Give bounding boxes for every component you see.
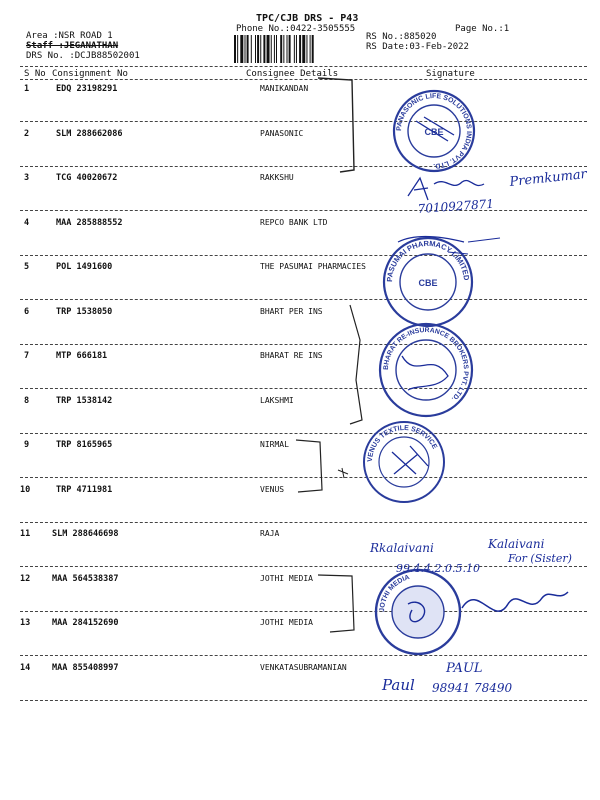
- row-consignee-name: THE PASUMAI PHARMACIES: [260, 262, 366, 271]
- row-consignee-name: JOTHI MEDIA: [260, 618, 313, 627]
- row-consignment-number: SLM 288662086: [56, 128, 123, 139]
- row-consignee-name: BHARAT RE INS: [260, 351, 323, 360]
- row-consignee-name: VENKATASUBRAMANIAN: [260, 662, 347, 672]
- row-serial-number: 7: [24, 351, 30, 361]
- svg-text:CBE: CBE: [418, 278, 438, 288]
- row-serial-number: 14: [20, 662, 31, 673]
- row-consignee-name: LAKSHMI: [260, 395, 294, 405]
- rs-number: RS No.:885020: [366, 32, 437, 42]
- row-serial-number: 11: [20, 529, 31, 539]
- row-consignee-name: REPCO BANK LTD: [260, 217, 328, 227]
- pasumai-stamp: [384, 237, 500, 326]
- phone-number: Phone No.:0422-3505555: [236, 24, 356, 34]
- row-consignment-number: TRP 1538050: [56, 306, 113, 317]
- column-consignee: Consignee Details: [246, 69, 339, 79]
- row-consignment-number: MAA 855408997: [52, 662, 119, 673]
- row-consignment-number: MAA 285888552: [56, 217, 123, 228]
- bracket-mark: [350, 305, 362, 424]
- handwritten-phone: 98941 78490: [432, 681, 513, 695]
- row-consignee-name: JOTHI MEDIA: [260, 573, 313, 583]
- handwritten-date: 99.4.4.2.0.5.10: [396, 562, 480, 575]
- column-signature: Signature: [426, 69, 475, 79]
- row-serial-number: 13: [20, 618, 31, 628]
- page-number: Page No.:1: [455, 24, 510, 34]
- row-consignment-number: TRP 4711981: [56, 484, 113, 495]
- jothi-stamp: [376, 570, 568, 654]
- bracket-mark: [318, 575, 354, 632]
- rs-date: RS Date:03-Feb-2022: [366, 42, 469, 52]
- row-consignee-name: NIRMAL: [260, 440, 289, 449]
- row-consignee-name: MANIKANDAN: [260, 84, 309, 93]
- row-consignment-number: TRP 8165965: [56, 440, 113, 450]
- panasonic-stamp: [394, 91, 474, 171]
- column-sno: S No: [24, 69, 46, 79]
- row-consignment-number: TRP 1538142: [56, 395, 113, 406]
- column-consignment: Consignment No: [52, 69, 128, 79]
- handwritten-signature: Paul: [382, 676, 415, 694]
- handwritten-name: Kalaivani: [488, 537, 545, 551]
- row-consignee-name: VENUS: [260, 484, 285, 494]
- row-serial-number: 5: [24, 262, 30, 272]
- row-consignment-number: MAA 284152690: [52, 618, 119, 628]
- svg-text:BHARAT RE-INSURANCE BROKERS PV: BHARAT RE-INSURANCE BROKERS PVT. LTD.: [382, 326, 470, 403]
- handwritten-signature: [408, 178, 484, 200]
- bracket-mark: [338, 468, 348, 478]
- svg-text:VENUS TEXTILE SERVICE: VENUS TEXTILE SERVICE: [366, 424, 438, 463]
- row-serial-number: 3: [24, 173, 30, 183]
- row-serial-number: 10: [20, 484, 31, 495]
- row-serial-number: 8: [24, 395, 30, 406]
- svg-text:PASUMAI PHARMACY LIMITED: PASUMAI PHARMACY LIMITED: [384, 238, 472, 283]
- drs-number: DRS No. :DCJB88502001: [26, 51, 140, 61]
- row-serial-number: 1: [24, 84, 30, 94]
- handwritten-phone: 7010927871: [417, 196, 495, 216]
- row-consignee-name: BHART PER INS: [260, 306, 323, 316]
- bracket-mark: [318, 78, 354, 172]
- venus-stamp: [364, 422, 444, 502]
- row-consignment-number: SLM 288646698: [52, 529, 119, 539]
- row-serial-number: 12: [20, 573, 31, 584]
- row-consignment-number: EDQ 23198291: [56, 84, 118, 94]
- row-consignee-name: RAJA: [260, 529, 280, 538]
- bracket-mark: [296, 440, 322, 492]
- area-field: Area :NSR ROAD 1: [26, 31, 113, 41]
- svg-text:JOTHI MEDIA: JOTHI MEDIA: [378, 574, 411, 613]
- handwritten-name: Premkumar: [508, 166, 588, 190]
- svg-text:CBE: CBE: [424, 127, 444, 137]
- row-consignment-number: POL 1491600: [56, 262, 113, 272]
- row-serial-number: 6: [24, 306, 30, 317]
- report-title: TPC/CJB DRS - P43: [256, 13, 359, 24]
- row-consignment-number: TCG 40020672: [56, 173, 118, 183]
- handwritten-name: Rkalaivani: [370, 541, 434, 555]
- svg-text:PANASONIC LIFE SOLUTIONS INDIA: PANASONIC LIFE SOLUTIONS INDIA PVT. LTD.: [395, 92, 473, 170]
- row-serial-number: 2: [24, 128, 30, 139]
- row-consignee-name: PANASONIC: [260, 128, 304, 138]
- staff-field: Staff :JEGANATHAN: [26, 41, 119, 51]
- row-consignee-name: RAKKSHU: [260, 173, 294, 182]
- handwritten-name: PAUL: [446, 661, 483, 676]
- row-consignment-number: MAA 564538387: [52, 573, 119, 584]
- bharat-stamp: [380, 324, 472, 416]
- row-consignment-number: MTP 666181: [56, 351, 108, 361]
- row-serial-number: 4: [24, 217, 30, 228]
- row-serial-number: 9: [24, 440, 30, 450]
- handwritten-note: For (Sister): [508, 552, 572, 565]
